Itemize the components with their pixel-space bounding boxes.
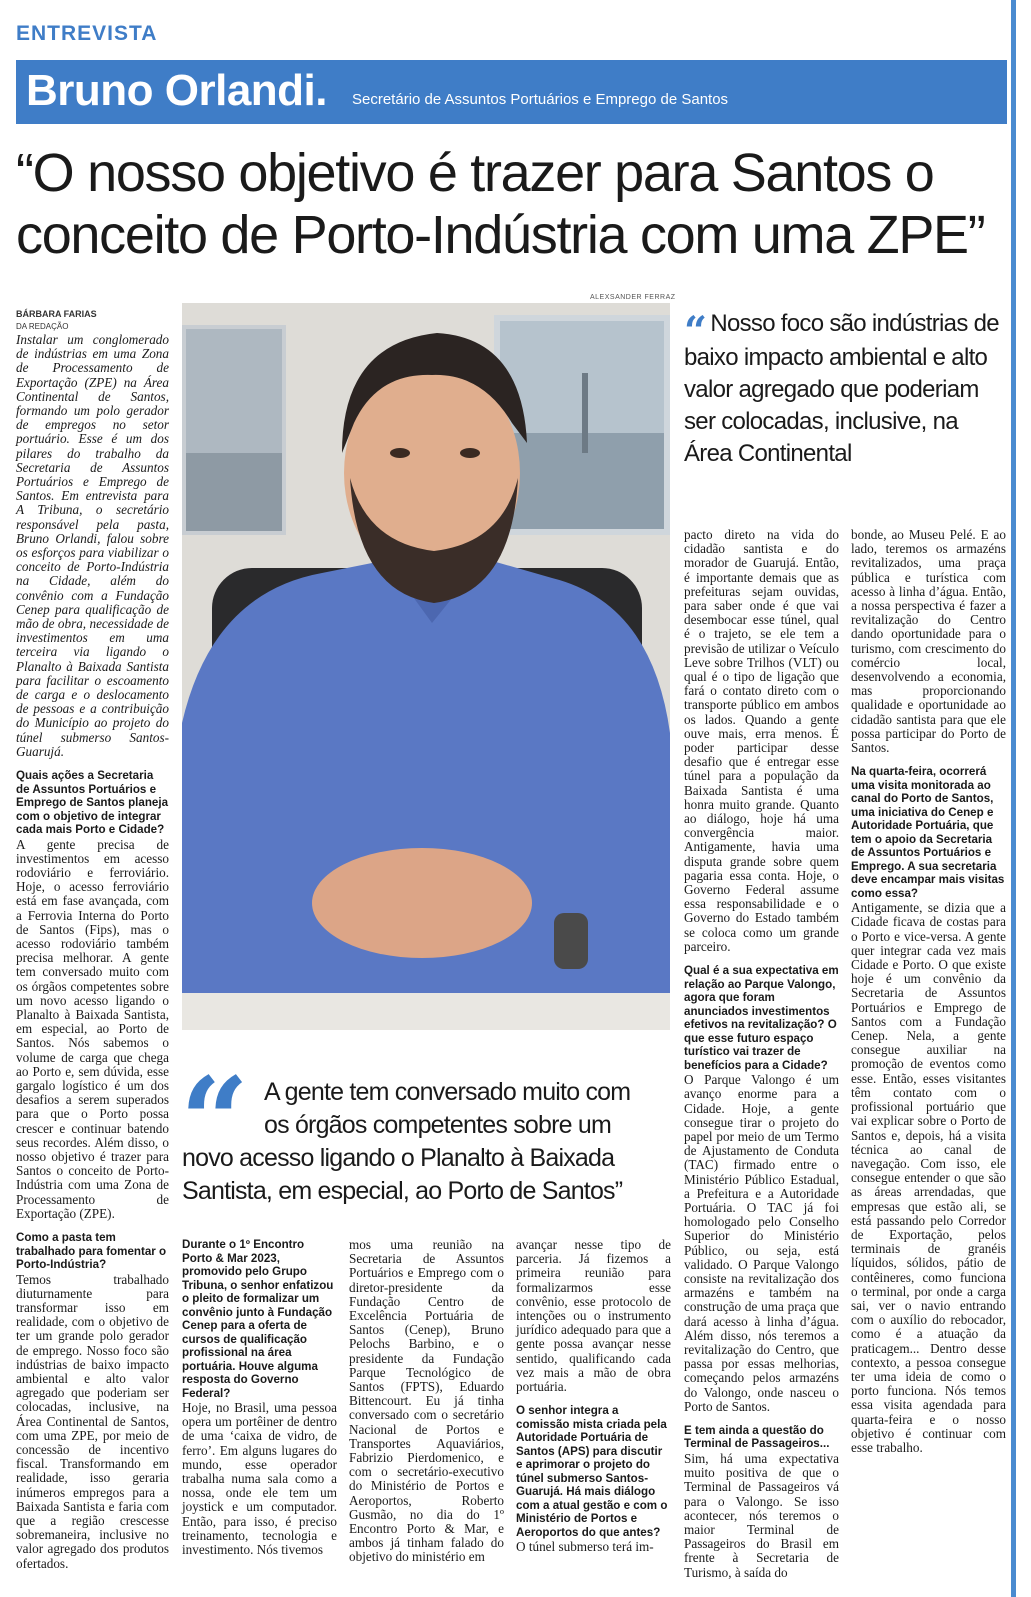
name-banner (16, 60, 1007, 124)
pull-quote-line: A gente tem conversado muito com (264, 1078, 631, 1106)
text-column-1 (16, 333, 169, 1572)
question: Quais ações a Secretaria de Assuntos Portuários e Emprego de Santos planeja com o objetivo de integrar cada mais Porto e Cidade? (16, 769, 169, 837)
answer: pacto direto na vida do cidadão santista e do morador de Guarujá. Então, é importante demais que as prefeituras sejam ouvidas, para saber onde é que vai desembocar esse túnel, qual é o trajeto, se ele tem a previsão de utilizar o Veículo Leve sobre Trilhos (VLT) ou qual é o tipo de ligação que fará o contato direto com o transporte público em ambos os lados. Quando a gente ouve mais, erra menos. É poder participar desse desafio que é entregar esse túnel para a população da Baixada Santista é uma honra muito grande. Quanto ao diálogo, hoje há uma convergência maior. Antigamente, havia uma disputa grande sobre quem pagaria essa conta. Hoje, o Governo Federal assume essa responsabilidade e o Governo do Estado também se coloca como um grande parceiro. (684, 527, 839, 954)
answer: Temos trabalhado diuturnamente para transformar isso em realidade, com o objetivo de ter um grande polo gerador de emprego. Nosso foco são indústrias de baixo impacto ambiental e alto valor agregado que poderiam ser colocadas, inclusive, na Área Continental de Santos, com uma ZPE, por meio de concessão de incentivo fiscal. Transformando em realidade, isso geraria inúmeros empregos para a Baixada Santista e faria com que a região crescesse sobremaneira, inclusive no valor agregado dos produtos ofertados. (16, 1271, 169, 1571)
pull-quote-text: Nosso foco são indústrias de baixo impacto ambiental e alto valor agregado que poderiam ser colocadas, inclusive, na Área Continental (684, 310, 999, 467)
answer: Hoje, no Brasil, uma pessoa opera um portêiner de dentro de uma ‘caixa de vidro, de ferro’. Em alguns lugares do mundo, esse operador trabalha numa sala como a nossa, onde ele tem um joystick e um computador. Então, para isso, é preciso treinamento, tecnologia e investimento. Nós tivemos (182, 1400, 337, 1558)
question: Como a pasta tem trabalhado para fomentar o Porto-Indústria? (16, 1231, 167, 1272)
answer: Sim, há uma expectativa muito positiva de que o Terminal de Passageiros vá para o Valongo. Se isso acontecer, nós teremos o maior Terminal de Passageiros do Brasil em frente à Secretaria de Turismo, à saída do (684, 1450, 839, 1580)
text-column-5 (684, 528, 839, 1581)
text-column-2 (182, 1238, 337, 1558)
question: Na quarta-feira, ocorrerá uma visita monitorada ao canal do Porto de Santos, uma iniciativa do Cenep e Autoridade Portuária, que tem o apoio da Secretaria de Assuntos Portuários e Emprego. A sua secretaria deve encampar mais visitas como essa? (851, 765, 1005, 900)
interviewee-role: Secretário de Assuntos Portuários e Emprego de Santos (352, 91, 729, 108)
question: Qual é a sua expectativa em relação ao Parque Valongo, agora que foram anunciados investimentos efetivos na revitalização? O que esse futuro espaço turístico vai trazer de benefícios para a Cidade? (684, 964, 839, 1072)
answer: A gente precisa de investimentos em acesso rodoviário e ferroviário. Hoje, o acesso ferroviário está em fase avançada, com a Ferrovia Interna do Porto de Santos (Fips), mas o acesso rodoviário também precisa melhorar. A gente tem conversado muito com os órgãos competentes sobre um novo acesso ligando o Planalto à Baixada Santista, em especial, ao Porto de Santos. Nós sabemos o volume de carga que chega ao Porto e, sem dúvida, esse gargalo logístico é um dos desafios a serem superados para que o Porto possa crescer e continuar batendo seus recordes. Além disso, o nosso objetivo é trazer para Santos o conceito de Porto-Indústria com uma Zona de Processamento de Exportação (ZPE). (16, 836, 169, 1221)
page-border (1011, 0, 1016, 1597)
pull-quote-bottom (182, 1076, 682, 1208)
pull-quote-top (684, 308, 1006, 470)
byline-author: BÁRBARA FARIAS (16, 309, 97, 319)
text-column-3 (349, 1238, 504, 1566)
answer: O túnel submerso terá im- (516, 1539, 654, 1555)
text-column-6 (851, 528, 1006, 1456)
quote-mark-icon: “ (180, 1051, 250, 1192)
headline: “O nosso objetivo é trazer para Santos o conceito de Porto-Indústria com uma ZPE” (16, 143, 985, 265)
portrait-illustration (182, 303, 670, 1030)
answer: bonde, ao Museu Pelé. E ao lado, teremos os armazéns revitalizados, uma praça pública e turística com acesso à linha d’água. Então, a nossa perspectiva é fazer a revitalização do Centro dando oportunidade para o turismo, com crescimento do comércio local, desenvolvendo a economia, mas proporcionando qualidade e oportunidade ao cidadão santista para que ele possa participar do Porto de Santos. (851, 527, 1006, 756)
answer: avançar nesse tipo de parceria. Já fizemos a primeira reunião para formalizarmos esse convênio, esse protocolo de intenções ou o instrumento jurídico adequado para que a gente possa avançar nesse sentido, qualificando cada vez mais a mão de obra portuária. (516, 1237, 671, 1395)
question: E tem ainda a questão do Terminal de Passageiros... (684, 1423, 830, 1451)
text-column-4 (516, 1238, 671, 1555)
portrait-photo (182, 303, 670, 1030)
answer: Antigamente, se dizia que a Cidade ficava de costas para o Porto e vice-versa. A gente quer integrar cada vez mais Cidade e Porto. O que existe hoje é um convênio da Secretaria de Assuntos Portuários e Emprego de Santos com a Fundação Cenep. Nela, a gente consegue auxiliar na promoção de eventos como esse. Então, esses visitantes têm contato com o profissional portuário que vai explicar sobre o Porto de Santos e, depois, há a visita técnica ao canal de navegação. Com isso, ele consegue entender o que são as áreas arrendadas, que empresas que estão ali, se está passando pelo Corredor de Exportação, pelos terminais de granéis líquidos, sólidos, pátio de contêineres, como funciona o terminal, por onde a carga sai, ver o navio entrando com o auxílio do rebocador, como é a atuação da praticagem... Dentro desse contexto, a pessoa consegue ter uma ideia de como o porto funciona. Nós temos essa visita agendada para quarta-feira e o nosso objetivo é continuar com esse trabalho. (851, 900, 1006, 1455)
section-label: ENTREVISTA (16, 22, 158, 45)
photo-credit: ALEXSANDER FERRAZ (590, 294, 676, 301)
question: Durante o 1º Encontro Porto & Mar 2023, promovido pelo Grupo Tribuna, o senhor enfatizou o pleito de formalizar um convênio junto à Fundação Cenep para a oferta de cursos de qualificação profissional na área portuária. Houve alguma resposta do Governo Federal? (182, 1238, 334, 1400)
answer: mos uma reunião na Secretaria de Assuntos Portuários e Emprego com o diretor-presidente da Fundação Centro de Excelência Portuária de Santos (Cenep), Bruno Pelochs Barbino, e o presidente da Fundação Parque Tecnológico de Santos (FPTS), Eduardo Bittencourt. Eu já tinha conversado com o secretário Nacional de Portos e Transportes Aquaviários, Fabrizio Pierdomenico, e com o secretário-executivo do Ministério de Portos e Aeroportos, Roberto Gusmão, no dia do 1º Encontro Porto & Mar, e ambos já tinham falado do objetivo do ministério em (349, 1237, 504, 1565)
pull-quote-line: Santista, em especial, ao Porto de Santos” (182, 1177, 623, 1205)
pull-quote-line: novo acesso ligando o Planalto à Baixada (182, 1144, 615, 1172)
lead-paragraph: Instalar um conglomerado de indústrias em uma Zona de Processamento de Exportação (ZPE) na Área Continental de Santos, formando um polo gerador de empregos no setor portuário. Esse é um dos pilares do trabalho da Secretaria de Assuntos Portuários e Emprego de Santos. Em entrevista para A Tribuna, o secretário responsável pela pasta, Bruno Orlandi, falou sobre os esforços para viabilizar o conceito de Porto-Indústria na Cidade, além do convênio com a Fundação Cenep para qualificação de mão de obra, necessidade de investimentos em uma terceira via ligando o Planalto à Baixada Santista para facilitar o escoamento de carga e o deslocamento de pessoas e a contribuição do Município ao projeto do túnel submerso Santos-Guarujá. (16, 332, 169, 759)
answer: O Parque Valongo é um avanço enorme para a Cidade. Hoje, a gente consegue tirar o projeto do papel por meio de um Termo de Ajustamento de Conduta (TAC) firmado entre o Ministério Público Estadual, a Prefeitura e a Autoridade Portuária. O TAC já foi homologado pelo Conselho Superior do Ministério Público, ou seja, está validado. O Parque Valongo consiste na revitalização dos armazéns e também na construção de uma praça que dará acesso à linha d’água. Além disso, nós teremos a revitalização do Centro, que passa por essas melhorias, começando pelos armazéns do Valongo, onde nasceu o Porto de Santos. (684, 1072, 839, 1414)
quote-mark-icon: “ (684, 308, 707, 355)
interviewee-name: Bruno Orlandi. (26, 66, 327, 115)
byline-dept: DA REDAÇÃO (16, 322, 69, 331)
question: O senhor integra a comissão mista criada pela Autoridade Portuária de Santos (APS) para discutir e aprimorar o projeto do túnel submerso Santos-Guarujá. Há mais diálogo com a atual gestão e com o Ministério de Portos e Aeroportos do que antes? (516, 1404, 668, 1539)
pull-quote-line: os órgãos competentes sobre um (264, 1111, 612, 1139)
